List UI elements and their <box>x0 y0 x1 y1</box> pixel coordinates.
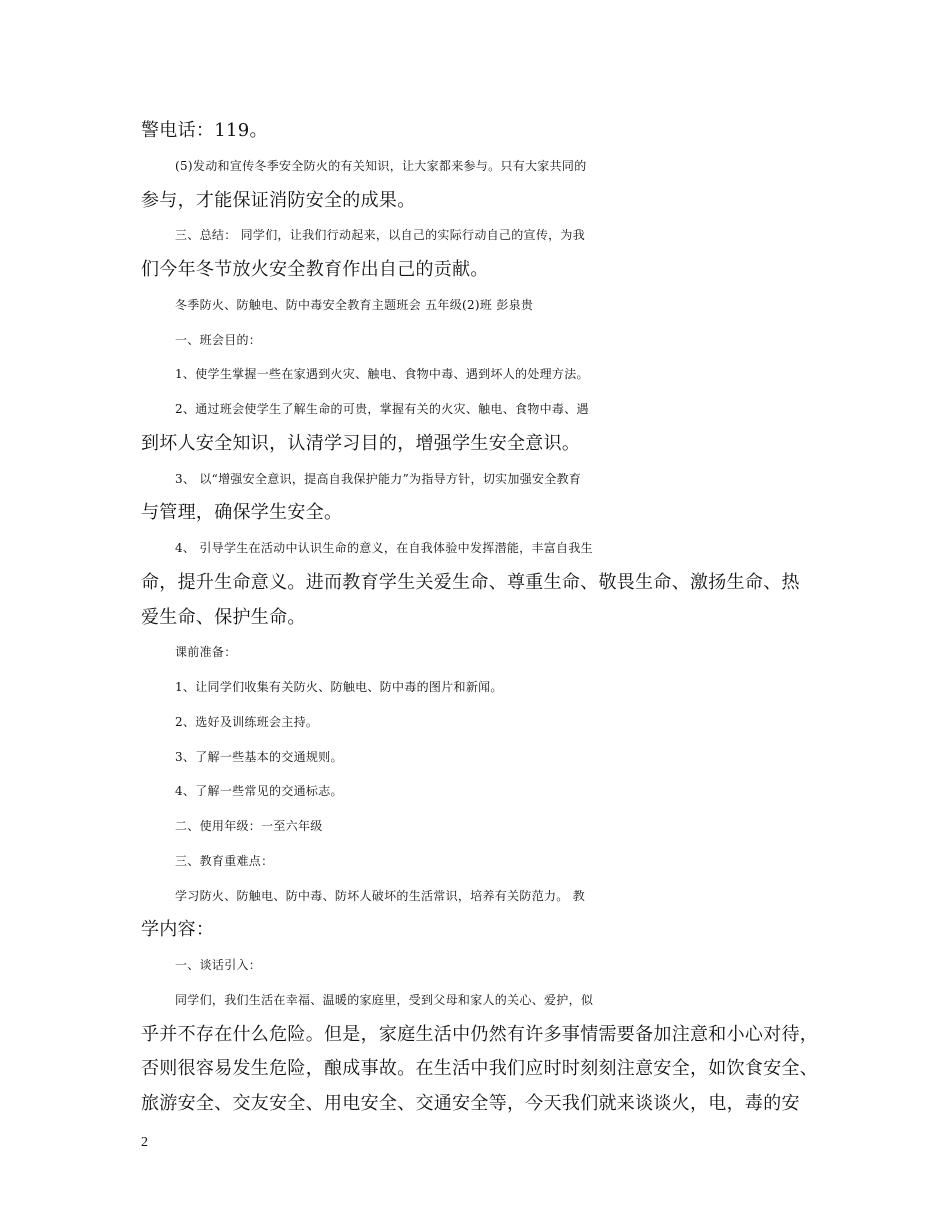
text-line: 们今年冬节放火安全教育作出自己的贡献。 <box>141 259 489 280</box>
text-line: (5)发动和宣传冬季安全防火的有关知识，让大家都来参与。只有大家共同的 <box>175 158 587 173</box>
text-line: 2、选好及训练班会主持。 <box>175 714 319 729</box>
text-line: 三、教育重难点： <box>175 853 274 868</box>
text-line: 冬季防火、防触电、防中毒安全教育主题班会 五年级(2)班 彭泉贵 <box>175 297 534 312</box>
text-line: 学习防火、防触电、防中毒、防坏人破坏的生活常识，培养有关防范力。 教 <box>175 888 586 903</box>
text-line: 3、了解一些基本的交通规则。 <box>175 749 343 764</box>
text-line: 二、使用年级：一至六年级 <box>175 819 323 833</box>
text-line: 否则很容易发生危险，酿成事故。在生活中我们应时时刻刻注意安全，如饮食安全、 <box>141 1058 819 1080</box>
document-body <box>141 116 821 1124</box>
text-line: 4、 引导学生在活动中认识生命的意义，在自我体验中发挥潜能，丰富自我生 <box>175 541 593 555</box>
text-line: 学内容： <box>141 919 215 941</box>
text-line: 3、 以“增强安全意识，提高自我保护能力”为指导方针，切实加强安全教育 <box>175 471 582 486</box>
text-line: 旅游安全、交友安全、用电安全、交通安全等，今天我们就来谈谈火，电，毒的安 <box>141 1093 800 1114</box>
text-line: 三、总结： 同学们，让我们行动起来，以自己的实际行动自己的宣传，为我 <box>175 228 586 243</box>
text-line: 一、谈话引入： <box>175 958 262 972</box>
page-number: 2 <box>141 1135 148 1150</box>
text-line: 2、通过班会使学生了解生命的可贵，掌握有关的火灾、触电、食物中毒、遇 <box>175 402 589 416</box>
text-line: 与管理，确保学生安全。 <box>141 502 343 524</box>
text-line: 乎并不存在什么危险。但是，家庭生活中仍然有许多事情需要备加注意和小心对待， <box>141 1023 819 1045</box>
text-line: 4、了解一些常见的交通标志。 <box>175 784 343 799</box>
text-line: 警电话：119。 <box>141 120 268 141</box>
text-line: 同学们，我们生活在幸福、温暖的家庭里，受到父母和家人的关心、爱护，似 <box>175 992 594 1007</box>
text-line: 参与，才能保证消防安全的成果。 <box>141 189 416 211</box>
text-line: 一、班会目的： <box>175 332 262 347</box>
text-line: 到坏人安全知识，认清学习目的，增强学生安全意识。 <box>141 432 581 454</box>
text-line: 命，提升生命意义。进而教育学生关爱生命、尊重生命、敬畏生命、激扬生命、热 <box>141 571 800 593</box>
text-line: 课前准备： <box>175 645 237 660</box>
text-line: 1、让同学们收集有关防火、防触电、防中毒的图片和新闻。 <box>175 680 503 694</box>
text-line: 爱生命、保护生命。 <box>141 606 306 628</box>
text-line: 1、使学生掌握一些在家遇到火灾、触电、食物中毒、遇到坏人的处理方法。 <box>175 367 589 382</box>
